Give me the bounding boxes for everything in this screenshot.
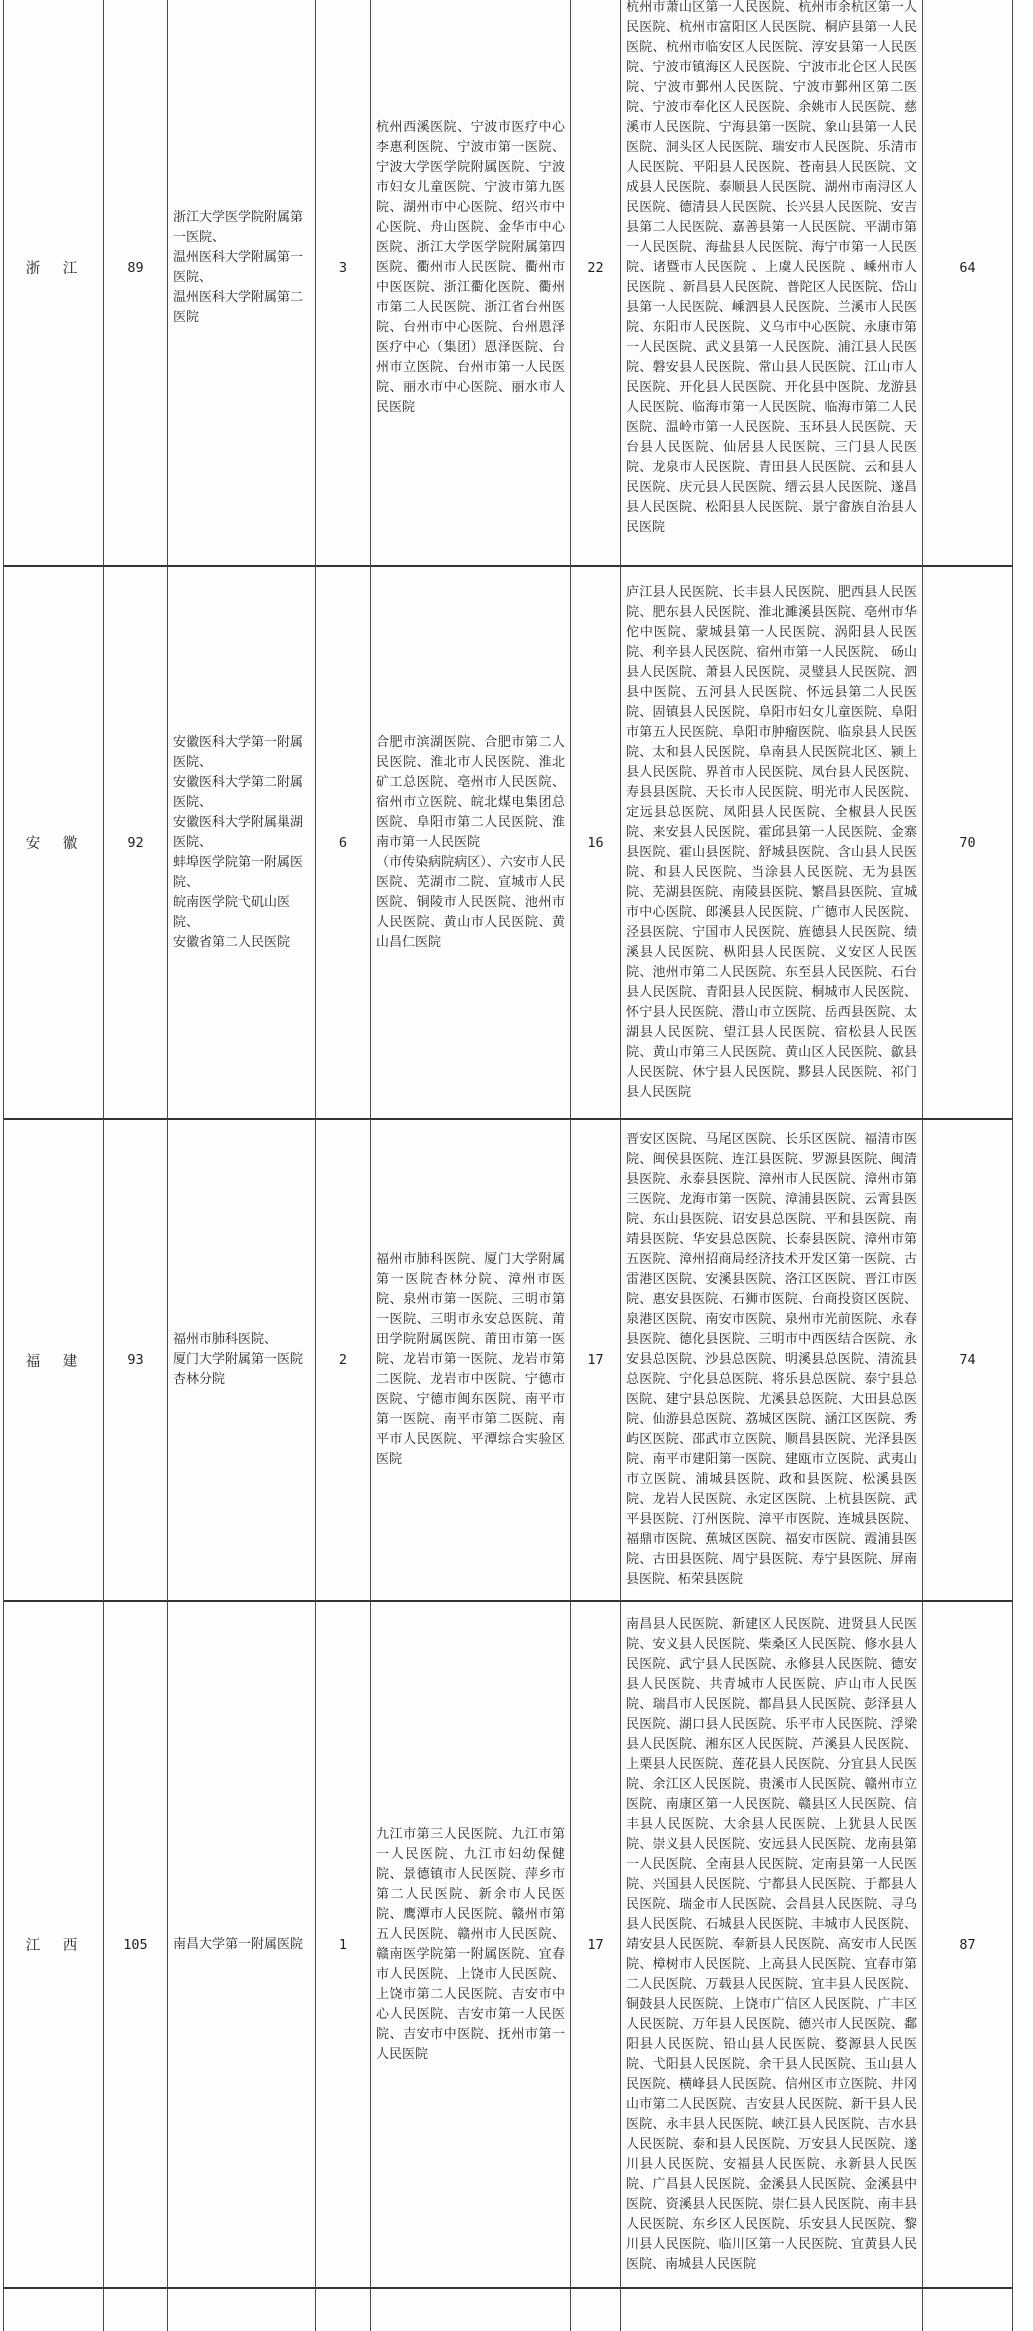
count-d: 74 xyxy=(923,1118,1013,1600)
count-b: 2 xyxy=(316,1118,371,1600)
next-row-stub xyxy=(371,2287,571,2331)
total-count: 93 xyxy=(104,1118,168,1600)
city-level-hospitals xyxy=(371,0,571,565)
hospital-list-line: 杭州市萧山区第一人民医院、杭州市余杭区第一人民医院、杭州市富阳区人民医院、桐庐县第一人民医院、杭州市临安区人民医院、淳安县第一人民医院、宁波市镇海区人民医院、宁波市北仑区人民医院、宁波市鄞州人民医院、宁波市鄞州区第二医院、宁波市奉化区人民医院、余姚市人民医院、慈溪市人民医院、宁海县第一医院、象山县第一人民医院、洞头区人民医院、瑞安市人民医院、乐清市人民医院、平阳县人民医院、苍南县人民医院、文成县人民医院、泰顺县人民医院、湖州市南浔区人民医院、德清县人民医院、长兴县人民医院、安吉县第二人民医院、嘉善县第一人民医院、平湖市第一人民医院、海盐县人民医院、海宁市第一人民医院、诸暨市人民医院 、上虞人民医院 、嵊州市人民医院 、新昌县人民医院、普陀区人民医院、岱山县第一人民医院、嵊泗县人民医院、兰溪市人民医院、东阳市人民医院、义乌市中心医院、永康市第一人民医院、武义县第一人民医院、浦江县人民医院、磐安县人民医院、常山县人民医院、江山市人民医院、开化县人民医院、开化县中医院、龙游县人民医院、临海市第一人民医院、临海市第二人民医院、温岭市第一人民医院、玉环县人民医院、天台县人民医院、仙居县人民医院、三门县人民医院、龙泉市人民医院、青田县人民医院、云和县人民医院、庆元县人民医院、缙云县人民医院、遂昌县人民医院、松阳县人民医院、景宁畲族自治县人民医院 xyxy=(626,0,917,535)
city-level-hospitals xyxy=(371,565,571,1118)
hospital-list-line: 安徽医科大学第一附属医院、 xyxy=(173,734,304,770)
next-row-stub xyxy=(104,2287,168,2331)
hospital-list-line: 蚌埠医学院第一附属医院、 xyxy=(173,854,304,890)
total-count: 92 xyxy=(104,565,168,1118)
hospital-list-line: 南昌大学第一附属医院 xyxy=(173,1936,304,1952)
hospital-list-line: 杭州西溪医院、宁波市医疗中心李惠利医院、宁波市第一医院、宁波大学医学院附属医院、宁波市妇女儿童医院、宁波市第九医院、湖州市中心医院、绍兴市中心医院、舟山医院、金华市中心医院、浙江大学医学院附属第四医院、衢州市人民医院、衢州市中医医院、浙江衢化医院、衢州市第二人民医院、浙江省台州医院、台州市中心医院、台州恩泽医疗中心（集团）恩泽医院、台州市立医院、台州市第一人民医院、丽水市中心医院、丽水市人民医院 xyxy=(376,119,565,415)
hospital-list-line: 九江市第三人民医院、九江市第一人民医院、九江市妇幼保健院、景德镇市人民医院、萍乡市第二人民医院、新余市人民医院、鹰潭市人民医院、赣州市第五人民医院、赣州市人民医院、赣南医学院第一附属医院、宜春市人民医院、上饶市人民医院、上饶市第二人民医院、吉安市中心人民医院、吉安市第一人民医院、吉安市中医院、抚州市第一人民医院 xyxy=(376,1826,565,2062)
count-c: 22 xyxy=(571,0,621,565)
university-affiliated-hospitals xyxy=(168,565,316,1118)
county-level-hospitals xyxy=(621,1600,923,2287)
university-affiliated-hospitals xyxy=(168,1118,316,1600)
total-count: 105 xyxy=(104,1600,168,2287)
city-level-hospitals xyxy=(371,1600,571,2287)
province-name: 福 建 xyxy=(4,1118,104,1600)
province-name: 浙 江 xyxy=(4,0,104,565)
city-level-hospitals xyxy=(371,1118,571,1600)
county-level-hospitals xyxy=(621,0,923,565)
hospital-list-line: 温州医科大学附属第一医院、 xyxy=(173,249,304,285)
hospital-list-line: 皖南医学院弋矶山医院、 xyxy=(173,894,291,930)
count-c: 17 xyxy=(571,1600,621,2287)
hospital-list-line: 合肥市滨湖医院、合肥市第二人民医院、淮北市人民医院、淮北矿工总医院、亳州市人民医院、宿州市立医院、皖北煤电集团总医院、阜阳市第二人民医院、淮南市第一人民医院 xyxy=(376,734,565,850)
next-row-stub xyxy=(316,2287,371,2331)
total-count: 89 xyxy=(104,0,168,565)
hospital-list-line: 安徽医科大学第二附属医院、 xyxy=(173,774,304,810)
hospital-list-line: 安徽省第二人民医院 xyxy=(173,934,291,950)
hospital-list-line: 庐江县人民医院、长丰县人民医院、肥西县人民医院、肥东县人民医院、淮北濉溪县医院、亳州市华佗中医院、蒙城县第一人民医院、涡阳县人民医院、利辛县人民医院、宿州市第一人民医院、 砀山县人民医院、萧县人民医院、灵璧县人民医院、泗县中医院、五河县人民医院、怀远县第二人民医院、固镇县人民医院、阜阳市妇女儿童医院、阜阳市第五人民医院、阜阳市肿瘤医院、临泉县人民医院、太和县人民医院、阜南县人民医院北区、颍上县人民医院、界首市人民医院、凤台县人民医院、寿县县医院、天长市人民医院、明光市人民医院、定远县总医院、凤阳县人民医院、全椒县人民医院、来安县人民医院、霍邱县第一人民医院、金寨县医院、霍山县医院、舒城县医院、含山县人民医院、和县人民医院、当涂县人民医院、无为县医院、芜湖县医院、南陵县医院、繁昌县医院、宣城市中心医院、郎溪县人民医院、广德市人民医院、泾县医院、宁国市人民医院、旌德县人民医院、绩溪县人民医院、枞阳县人民医院、义安区人民医院、池州市第二人民医院、东至县人民医院、石台县人民医院、青阳县人民医院、桐城市人民医院、怀宁县人民医院、潜山市立医院、岳西县医院、太湖县人民医院、望江县人民医院、宿松县人民医院、黄山市第三人民医院、黄山区人民医院、歙县人民医院、休宁县人民医院、黟县人民医院、祁门县人民医院 xyxy=(626,584,917,1100)
count-c: 16 xyxy=(571,565,621,1118)
university-affiliated-hospitals xyxy=(168,0,316,565)
province-name: 江 西 xyxy=(4,1600,104,2287)
next-row-stub xyxy=(923,2287,1013,2331)
count-d: 64 xyxy=(923,0,1013,565)
hospital-list-line: 安徽医科大学附属巢湖医院、 xyxy=(173,814,304,850)
hospital-list-line: 厦门大学附属第一医院杏林分院 xyxy=(173,1352,304,1387)
next-row-stub xyxy=(168,2287,316,2331)
hospital-list-line: 福州市肺科医院、厦门大学附属第一医院杏林分院、漳州市医院、泉州市第一医院、三明市第一医院、三明市永安总医院、莆田学院附属医院、莆田市第一医院、龙岩市第一医院、龙岩市第二医院、龙岩市中医院、宁德市医院、宁德市闽东医院、南平市第一医院、南平市第二医院、南平市人民医院、平潭综合实验区医院 xyxy=(376,1252,565,1467)
next-row-stub xyxy=(621,2287,923,2331)
next-row-stub xyxy=(571,2287,621,2331)
count-b: 3 xyxy=(316,0,371,565)
hospital-list-line: 福州市肺科医院、 xyxy=(173,1332,278,1347)
next-row-stub xyxy=(4,2287,104,2331)
count-d: 87 xyxy=(923,1600,1013,2287)
county-level-hospitals xyxy=(621,565,923,1118)
count-c: 17 xyxy=(571,1118,621,1600)
county-level-hospitals xyxy=(621,1118,923,1600)
hospital-list-line: 温州医科大学附属第二医院 xyxy=(173,289,304,325)
hospital-list-line: （市传染病院病区）、六安市人民医院、芜湖市二院、宣城市人民医院、铜陵市人民医院、池州市人民医院、黄山市人民医院、黄山昌仁医院 xyxy=(376,854,565,950)
university-affiliated-hospitals xyxy=(168,1600,316,2287)
count-b: 1 xyxy=(316,1600,371,2287)
hospital-list-line: 晋安区医院、马尾区医院、长乐区医院、福清市医院、闽侯县医院、连江县医院、罗源县医院、闽清县医院、永泰县医院、漳州市人民医院、漳州市第三医院、龙海市第一医院、漳浦县医院、云霄县医院、东山县医院、诏安县总医院、平和县医院、南靖县医院、华安县总医院、长泰县医院、漳州市第五医院、漳州招商局经济技术开发区第一医院、古雷港区医院、安溪县医院、洛江区医院、晋江市医院、惠安县医院、石狮市医院、台商投资区医院、泉港区医院、南安市医院、泉州市光前医院、永春县医院、德化县医院、三明市中西医结合医院、永安县总医院、沙县总医院、明溪县总医院、清流县总医院、宁化县总医院、将乐县总医院、泰宁县总医院、建宁县总医院、尤溪县总医院、大田县总医院、仙游县总医院、荔城区医院、涵江区医院、秀屿区医院、邵武市立医院、顺昌县医院、光泽县医院、南平市建阳第一医院、建瓯市立医院、武夷山市立医院、浦城县医院、政和县医院、松溪县医院、龙岩人民医院、永定区医院、上杭县医院、武平县医院、汀州医院、漳平市医院、连城县医院、福鼎市医院、蕉城区医院、福安市医院、霞浦县医院、古田县医院、周宁县医院、寿宁县医院、屏南县医院、柘荣县医院 xyxy=(626,1132,917,1587)
count-b: 6 xyxy=(316,565,371,1118)
hospital-list-line: 浙江大学医学院附属第一医院、 xyxy=(173,209,304,245)
hospital-list-line: 南昌县人民医院、新建区人民医院、进贤县人民医院、安义县人民医院、柴桑区人民医院、修水县人民医院、武宁县人民医院、永修县人民医院、德安县人民医院、共青城市人民医院、庐山市人民医院、瑞昌市人民医院、都昌县人民医院、彭泽县人民医院、湖口县人民医院、乐平市人民医院、浮梁县人民医院、湘东区人民医院、芦溪县人民医院、上栗县人民医院、莲花县人民医院、分宜县人民医院、余江区人民医院、贵溪市人民医院、赣州市立医院、南康区第一人民医院、赣县区人民医院、信丰县人民医院、大余县人民医院、上犹县人民医院、崇义县人民医院、安远县人民医院、龙南县第一人民医院、全南县人民医院、定南县第一人民医院、兴国县人民医院、宁都县人民医院、于都县人民医院、瑞金市人民医院、会昌县人民医院、寻乌县人民医院、石城县人民医院、丰城市人民医院、靖安县人民医院、奉新县人民医院、高安市人民医院、樟树市人民医院、上高县人民医院、宜春市第二人民医院、万载县人民医院、宜丰县人民医院、铜鼓县人民医院、上饶市广信区人民医院、广丰区人民医院、万年县人民医院、德兴市人民医院、鄱阳县人民医院、铅山县人民医院、婺源县人民医院、弋阳县人民医院、余干县人民医院、玉山县人民医院、横峰县人民医院、信州区市立医院、井冈山市第二人民医院、吉安县人民医院、新干县人民医院、永丰县人民医院、峡江县人民医院、吉水县人民医院、泰和县人民医院、万安县人民医院、遂川县人民医院、安福县人民医院、永新县人民医院、广昌县人民医院、金溪县人民医院、金溪县中医院、资溪县人民医院、崇仁县人民医院、南丰县人民医院、东乡区人民医院、乐安县人民医院、黎川县人民医院、临川区第一人民医院、宜黄县人民医院、南城县人民医院 xyxy=(626,1616,917,2272)
count-d: 70 xyxy=(923,565,1013,1118)
province-hospital-table xyxy=(3,0,1013,2331)
province-name: 安 徽 xyxy=(4,565,104,1118)
